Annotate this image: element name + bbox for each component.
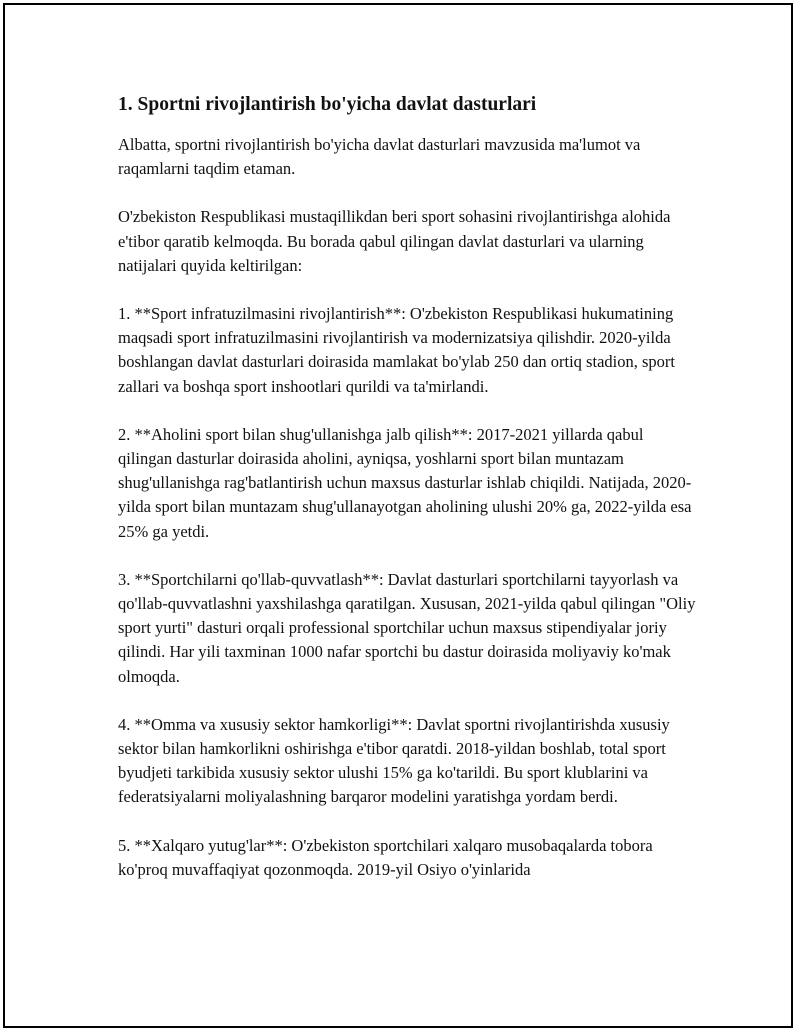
intro-paragraph: Albatta, sportni rivojlantirish bo'yicha davlat dasturlari mavzusida ma'lumot va raqamlarni taqdim etaman.	[118, 135, 641, 179]
section-heading: 1. Sportni rivojlantirish bo'yicha davlat dasturlari	[118, 94, 537, 115]
list-item-public-private-partnership: 4. **Omma va xususiy sektor hamkorligi**: Davlat sportni rivojlantirishda xususiy sektor bilan hamkorlikni oshirishga e'tibor qaratdi. 2018-yildan boshlab, total sport byudjeti tarkibida xususiy sektor ulushi 15% ga ko'tarildi. Bu sport klublarini va federatsiyalarni moliyalashning barqaror modelini yaratishga yordam berdi.	[118, 714, 670, 807]
list-item-international-achievements: 5. **Xalqaro yutug'lar**: O'zbekiston sportchilari xalqaro musobaqalarda tobora ko'proq muvaffaqiyat qozonmoqda. 2019-yil Osiyo o'yinlarida	[118, 835, 653, 879]
list-item-population-engagement: 2. **Aholini sport bilan shug'ullanishga jalb qilish**: 2017-2021 yillarda qabul qilingan dasturlar doirasida aholini, ayniqsa, yoshlarni sport bilan muntazam shug'ullanishga rag'batlantirish uchun maxsus dasturlar ishlab chiqildi. Natijada, 2020-yilda sport bilan muntazam shug'ullanayotgan aholining ulushi 20% ga, 2022-yilda esa 25% ga yetdi.	[118, 424, 692, 541]
list-item-athlete-support: 3. **Sportchilarni qo'llab-quvvatlash**: Davlat dasturlari sportchilarni tayyorlash va qo'llab-quvvatlashni yaxshilashga qaratilgan. Xususan, 2021-yilda qabul qilingan "Oliy sport yurti" dasturi orqali professional sportchilar uchun maxsus stipendiyalar joriy qilindi. Har yili taxminan 1000 nafar sportchi bu dastur doirasida moliyaviy ko'mak olmoqda.	[118, 569, 696, 686]
document-body	[118, 92, 698, 906]
context-paragraph: O'zbekiston Respublikasi mustaqillikdan beri sport sohasini rivojlantirishga alohida e'tibor qaratib kelmoqda. Bu borada qabul qilingan davlat dasturlari va ularning natijalari quyida keltirilgan:	[118, 207, 671, 275]
list-item-infrastructure: 1. **Sport infratuzilmasini rivojlantirish**: O'zbekiston Respublikasi hukumatining maqsadi sport infratuzilmasini rivojlantirish va modernizatsiya qilishdir. 2020-yilda boshlangan davlat dasturlari doirasida mamlakat bo'ylab 250 dan ortiq stadion, sport zallari va boshqa sport inshootlari qurildi va ta'mirlandi.	[118, 304, 675, 396]
